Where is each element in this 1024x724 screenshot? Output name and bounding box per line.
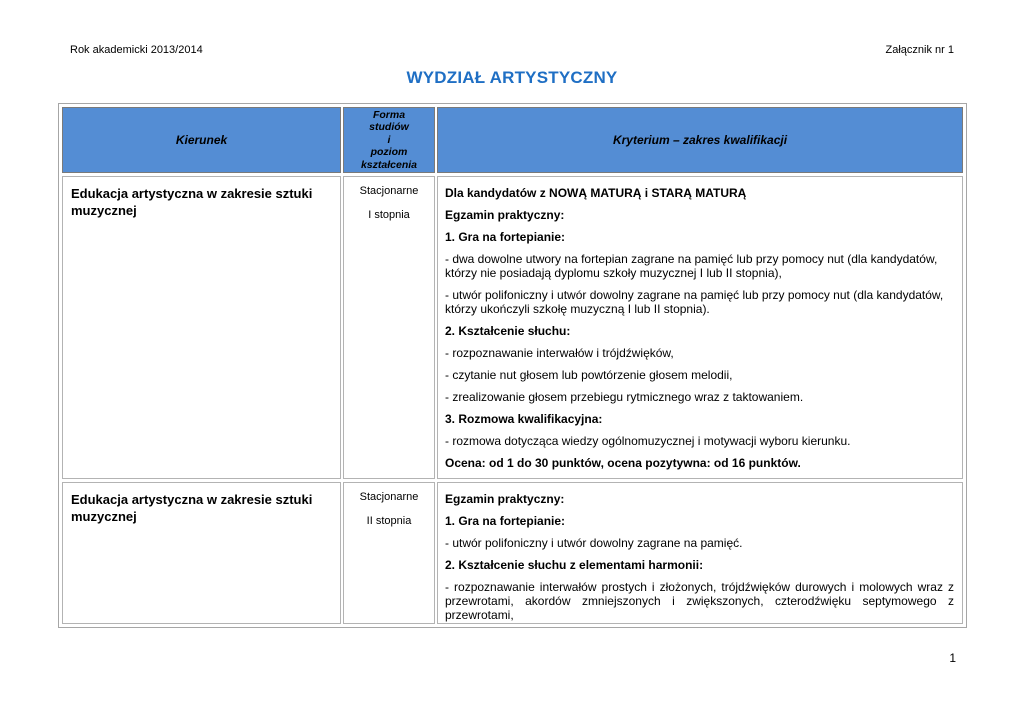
table-header-kierunek bbox=[62, 107, 341, 173]
row-2-criteria-line: Egzamin praktyczny: bbox=[445, 492, 565, 506]
row-2-forma-mode: Stacjonarne bbox=[359, 491, 419, 503]
header-attachment-number: Załącznik nr 1 bbox=[885, 44, 954, 56]
row-2-kryterium bbox=[437, 482, 963, 624]
row-2-criteria-line: 2. Kształcenie słuchu z elementami harmonii: bbox=[445, 558, 704, 572]
row-2-kierunek-text: Edukacja artystyczna w zakresie sztuki muzycznej bbox=[71, 492, 313, 524]
header-kryterium-label: Kryterium – zakres kwalifikacji bbox=[612, 133, 788, 147]
row-1-criteria-line: - rozpoznawanie interwałów i trójdźwięków, bbox=[445, 346, 674, 360]
row-1-criteria-line: 2. Kształcenie słuchu: bbox=[445, 324, 571, 338]
row-2-forma bbox=[343, 482, 435, 624]
row-1-criteria-line: 1. Gra na fortepianie: bbox=[445, 230, 566, 244]
header-academic-year: Rok akademicki 2013/2014 bbox=[70, 44, 203, 56]
header-forma-label: Forma studiów i poziom kształcenia bbox=[360, 108, 418, 171]
row-1-criteria-score: Ocena: od 1 do 30 punktów, ocena pozytywna: od 16 punktów. bbox=[445, 456, 801, 470]
row-1-kierunek bbox=[62, 176, 341, 479]
row-1-forma-mode: Stacjonarne bbox=[359, 185, 419, 197]
page-number: 1 bbox=[949, 651, 956, 665]
row-1-forma bbox=[343, 176, 435, 479]
row-1-criteria-line: Egzamin praktyczny: bbox=[445, 208, 565, 222]
row-1-criteria-line: - utwór polifoniczny i utwór dowolny zagrane na pamięć lub przy pomocy nut (dla kandydatów, którzy ukończyli szkołę muzyczną I lub II stopnia). bbox=[445, 288, 944, 316]
row-2-kierunek bbox=[62, 482, 341, 624]
row-1-criteria-line: - rozmowa dotycząca wiedzy ogólnomuzycznej i motywacji wyboru kierunku. bbox=[445, 434, 851, 448]
table-header-kryterium bbox=[437, 107, 963, 173]
table-header-forma bbox=[343, 107, 435, 173]
header-kierunek-label: Kierunek bbox=[175, 133, 228, 147]
row-1-criteria-line: Dla kandydatów z NOWĄ MATURĄ i STARĄ MATURĄ bbox=[445, 186, 747, 200]
page-title: WYDZIAŁ ARTYSTYCZNY bbox=[406, 68, 618, 87]
row-2-forma-level: II stopnia bbox=[366, 515, 412, 527]
row-1-kierunek-text: Edukacja artystyczna w zakresie sztuki muzycznej bbox=[71, 186, 313, 218]
row-1-criteria-line: - zrealizowanie głosem przebiegu rytmicznego wraz z taktowaniem. bbox=[445, 390, 804, 404]
row-1-criteria-line: - czytanie nut głosem lub powtórzenie głosem melodii, bbox=[445, 368, 733, 382]
row-2-criteria-line: - utwór polifoniczny i utwór dowolny zagrane na pamięć. bbox=[445, 536, 743, 550]
row-1-criteria-line: 3. Rozmowa kwalifikacyjna: bbox=[445, 412, 603, 426]
row-2-criteria-line: - rozpoznawanie interwałów prostych i złożonych, trójdźwięków durowych i molowych wraz z przewrotami, akordów zmniejszonych i zwiększonych, czterodźwięku septymowego z przewrotami, bbox=[445, 580, 954, 622]
row-1-criteria-line: - dwa dowolne utwory na fortepian zagrane na pamięć lub przy pomocy nut (dla kandydatów, którzy nie posiadają dyplomu szkoły muzycznej I lub II stopnia), bbox=[445, 252, 938, 280]
row-1-forma-level: I stopnia bbox=[368, 209, 410, 221]
row-1-kryterium bbox=[437, 176, 963, 479]
row-2-criteria-line: 1. Gra na fortepianie: bbox=[445, 514, 566, 528]
